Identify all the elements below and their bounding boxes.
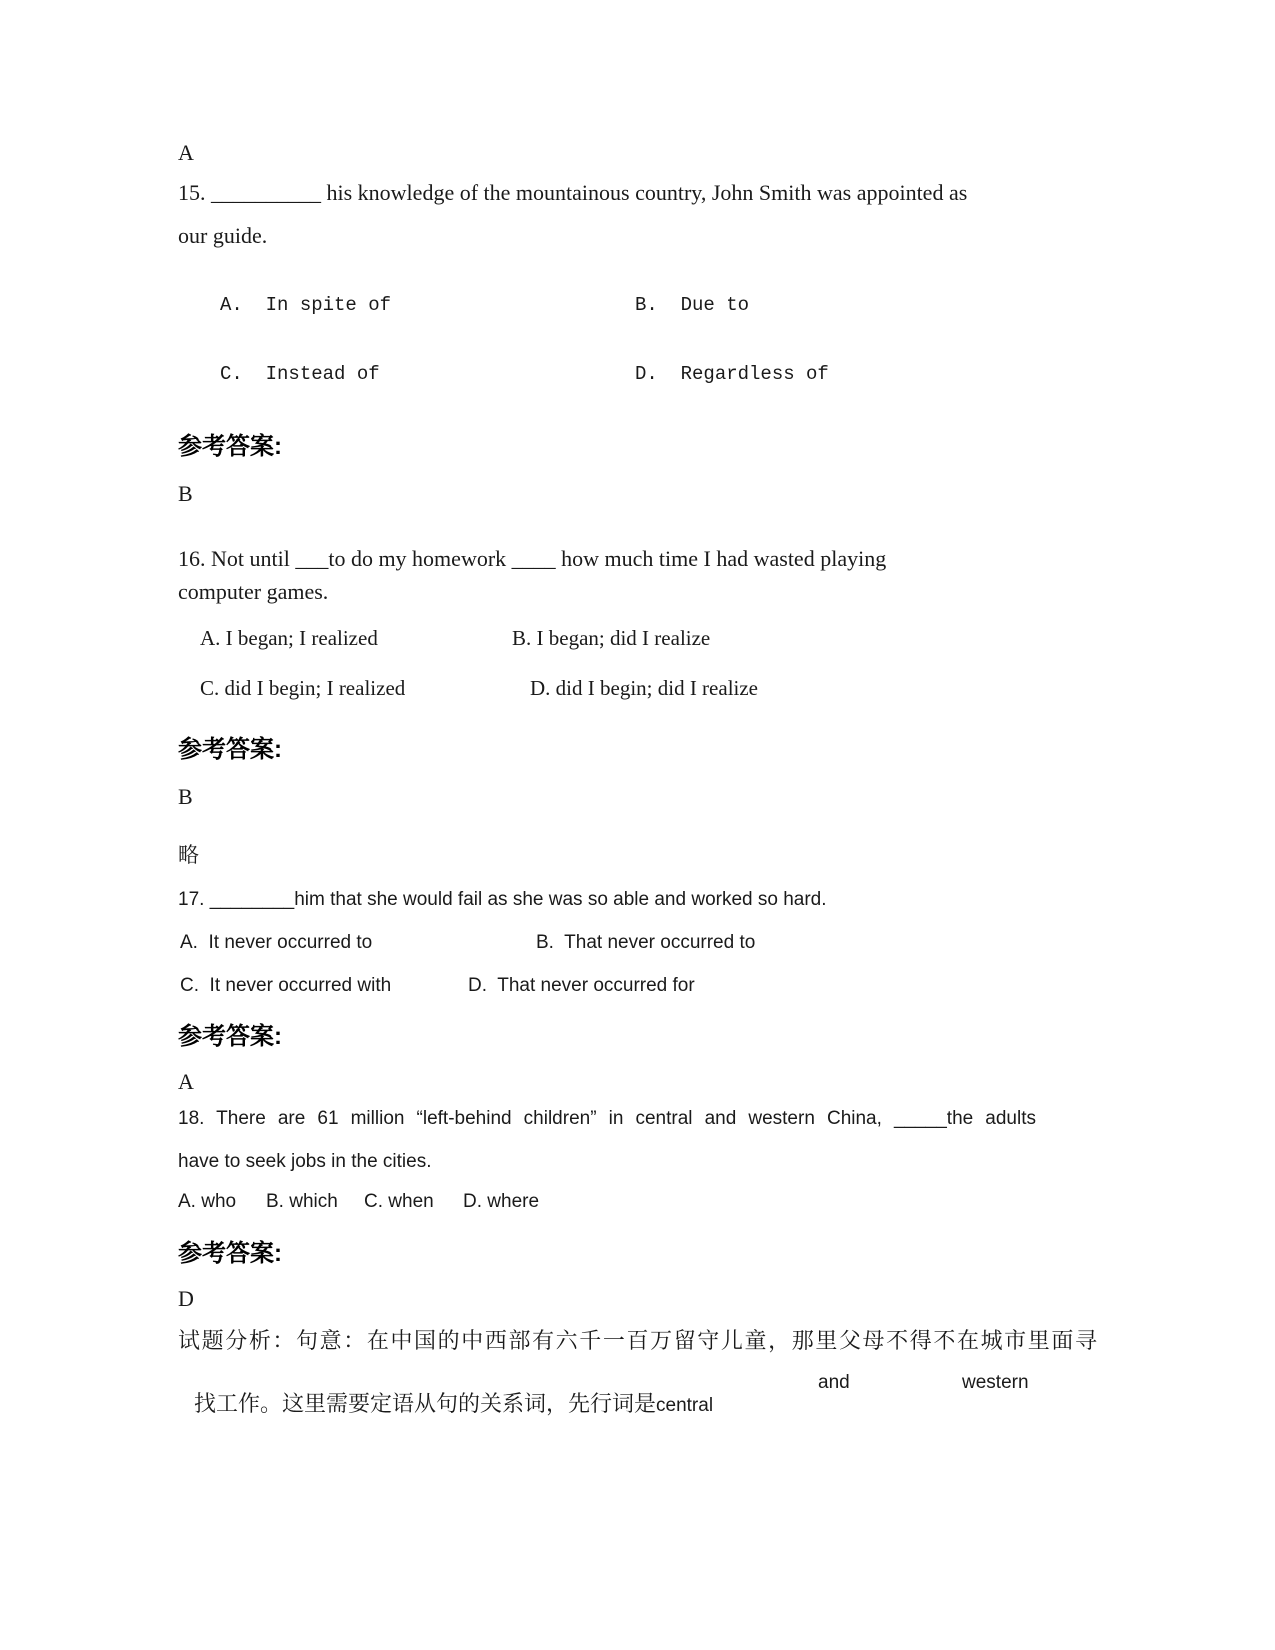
q18-stem-line2: have to seek jobs in the cities. (178, 1151, 432, 1172)
q16-stem-line2: computer games. (178, 579, 329, 604)
q17-stem: 17. ________him that she would fail as she was so able and worked so hard. (178, 889, 827, 910)
q15-option-b: B. Due to (635, 294, 750, 316)
q15-option-a: A. In spite of (220, 294, 392, 316)
q15-stem-line1: 15. __________ his knowledge of the mountainous country, John Smith was appointed as (178, 180, 968, 205)
q17-answer-label: 参考答案: (178, 1023, 282, 1050)
q18-option-c: C. when (364, 1191, 434, 1212)
q18-answer-value: D (178, 1286, 194, 1311)
q15-answer-label: 参考答案: (178, 433, 282, 460)
q18-analysis-word-central: central (656, 1395, 714, 1416)
q17-option-b: B. That never occurred to (536, 932, 756, 953)
q17-answer-value: A (178, 1069, 194, 1094)
q18-analysis-line2 (178, 1369, 713, 1436)
q16-answer-label: 参考答案: (178, 736, 282, 763)
q15-answer-value: B (178, 481, 193, 506)
q17-option-a: A. It never occurred to (180, 932, 373, 953)
q18-option-a: A. who (178, 1191, 237, 1212)
q16-option-d: D. did I begin; did I realize (530, 676, 759, 700)
q17-option-c: C. It never occurred with (180, 975, 392, 996)
q18-stem-line1: 18. There are 61 million “left-behind children” in central and western China, _____the adults (178, 1108, 1036, 1129)
q16-stem-line1: 16. Not until ___to do my homework ____ how much time I had wasted playing (178, 546, 887, 571)
q15-stem-line2: our guide. (178, 223, 268, 248)
q18-analysis-line2-prefix: 找工作。这里需要定语从句的关系词，先行词是 (194, 1391, 657, 1416)
q18-analysis-word-and: and (818, 1372, 850, 1393)
q18-option-b: B. which (266, 1191, 338, 1212)
q16-note: 略 (178, 843, 199, 867)
q18-answer-label: 参考答案: (178, 1240, 282, 1267)
q15-option-d: D. Regardless of (635, 363, 829, 385)
q16-option-a: A. I began; I realized (200, 626, 378, 650)
q16-option-c: C. did I begin; I realized (200, 676, 406, 700)
q18-analysis-word-western: western (962, 1372, 1029, 1393)
q16-answer-value: B (178, 784, 193, 809)
q16-option-b: B. I began; did I realize (512, 626, 711, 650)
q18-option-d: D. where (463, 1191, 540, 1212)
q18-analysis-line1: 试题分析：句意：在中国的中西部有六千一百万留守儿童，那里父母不得不在城市里面寻 (178, 1328, 1097, 1353)
q17-option-d: D. That never occurred for (468, 975, 695, 996)
q15-option-c: C. Instead of (220, 363, 380, 385)
previous-answer-value: A (178, 140, 194, 165)
